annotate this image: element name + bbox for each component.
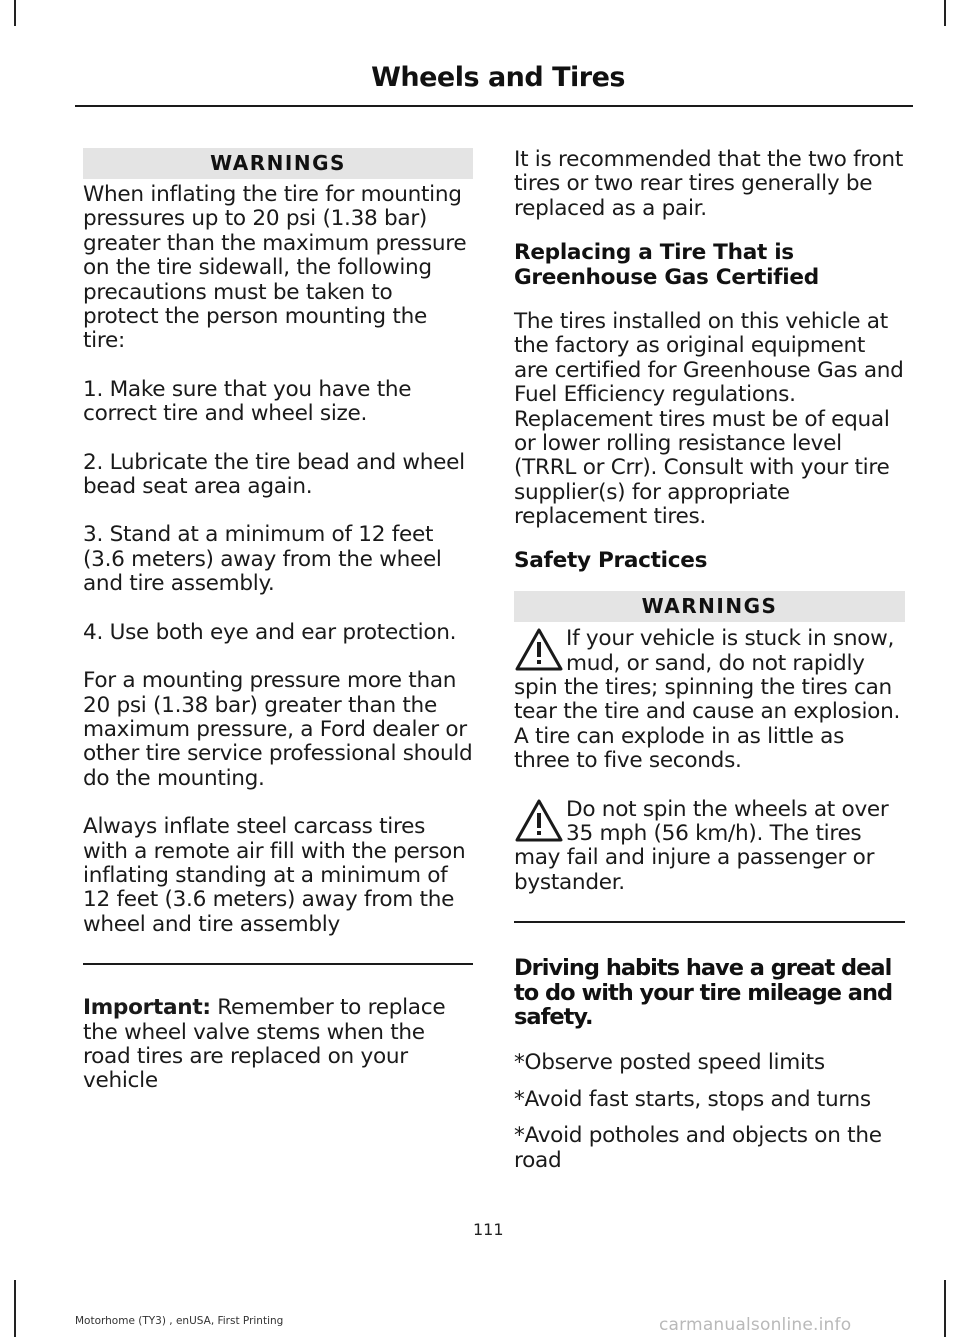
step-3-text: 3. Stand at a minimum of 12 feet (3.6 meters) away from the wheel and tire assembly.	[83, 522, 442, 597]
steel-carcass-text: Always inflate steel carcass tires with a remote air fill with the person inflating standing at a minimum of 12 feet (3.6 meters) away from the wheel and tire assembly	[83, 814, 466, 937]
page-number: 111	[473, 1220, 504, 1239]
warning-stuck-snow	[514, 627, 905, 773]
important-note	[83, 996, 473, 1094]
warning-intro-text: When inflating the tire for mounting pressures up to 20 psi (1.38 bar) greater than the maximum pressure on the tire sidewall, the following precautions must be taken to protect the person mounting the tire:	[83, 182, 467, 354]
step-2-text: 2. Lubricate the tire bead and wheel bead seat area again.	[83, 449, 465, 500]
warning-1-text: If your vehicle is stuck in snow, mud, or sand, do not rapidly spin the tires; spinning the tires can tear the tire and cause an explosion. A tire can explode in as little as three to five seconds.	[514, 626, 901, 774]
document-info: Motorhome (TY3) , enUSA, First Printing	[75, 1315, 284, 1327]
safety-practices-heading: Safety Practices	[514, 547, 708, 573]
page-title: Wheels and Tires	[371, 62, 625, 93]
watermark: carmanualsonline.info	[659, 1315, 852, 1335]
tip-potholes: *Avoid potholes and objects on the road	[514, 1123, 882, 1173]
warning-end-divider	[83, 963, 473, 965]
warnings-header: WARNINGS	[83, 148, 473, 179]
warning-2-text: Do not spin the wheels at over 35 mph (56 km/h). The tires may fail and injure a passenger or bystander.	[514, 796, 889, 895]
warning-triangle-icon	[514, 627, 564, 673]
tip-fast-starts: *Avoid fast starts, stops and turns	[514, 1086, 871, 1112]
crop-mark-top-left	[14, 0, 16, 26]
step-1-text: 1. Make sure that you have the correct tire and wheel size.	[83, 376, 412, 427]
important-text: Remember to replace the wheel valve stems when the road tires are replaced on your vehicle	[83, 995, 446, 1094]
dealer-mounting-text: For a mounting pressure more than 20 psi (1.38 bar) greater than the maximum pressure, a Ford dealer or other tire service professional should do the mounting.	[83, 668, 473, 791]
warning-triangle-icon	[514, 798, 564, 844]
header-divider	[75, 105, 913, 107]
important-label: Important:	[83, 995, 211, 1021]
right-column	[514, 148, 905, 1173]
crop-mark-bottom-left	[14, 1280, 16, 1337]
replace-pair-text: It is recommended that the two front tires or two rear tires generally be replaced as a pair.	[514, 147, 903, 221]
greenhouse-heading: Replacing a Tire That is Greenhouse Gas Certified	[514, 240, 819, 290]
step-4-text: 4. Use both eye and ear protection.	[83, 619, 457, 645]
crop-mark-top-right	[944, 0, 946, 26]
tip-speed-limits: *Observe posted speed limits	[514, 1050, 825, 1076]
warning-end-divider-right	[514, 921, 905, 923]
warnings-header-right: WARNINGS	[514, 591, 905, 622]
crop-mark-bottom-right	[944, 1280, 946, 1337]
greenhouse-text: The tires installed on this vehicle at the factory as original equipment are certified for Greenhouse Gas and Fuel Efficiency regulations. Replacement tires must be of equal or lower rolling resistance level (TRRL or Crr). Consult with your tire supplier(s) for appropriate replacement tires.	[514, 309, 904, 530]
driving-habits-heading: Driving habits have a great deal to do with your tire mileage and safety.	[514, 955, 893, 1030]
left-column	[83, 148, 473, 1094]
warning-spin-speed	[514, 798, 905, 896]
